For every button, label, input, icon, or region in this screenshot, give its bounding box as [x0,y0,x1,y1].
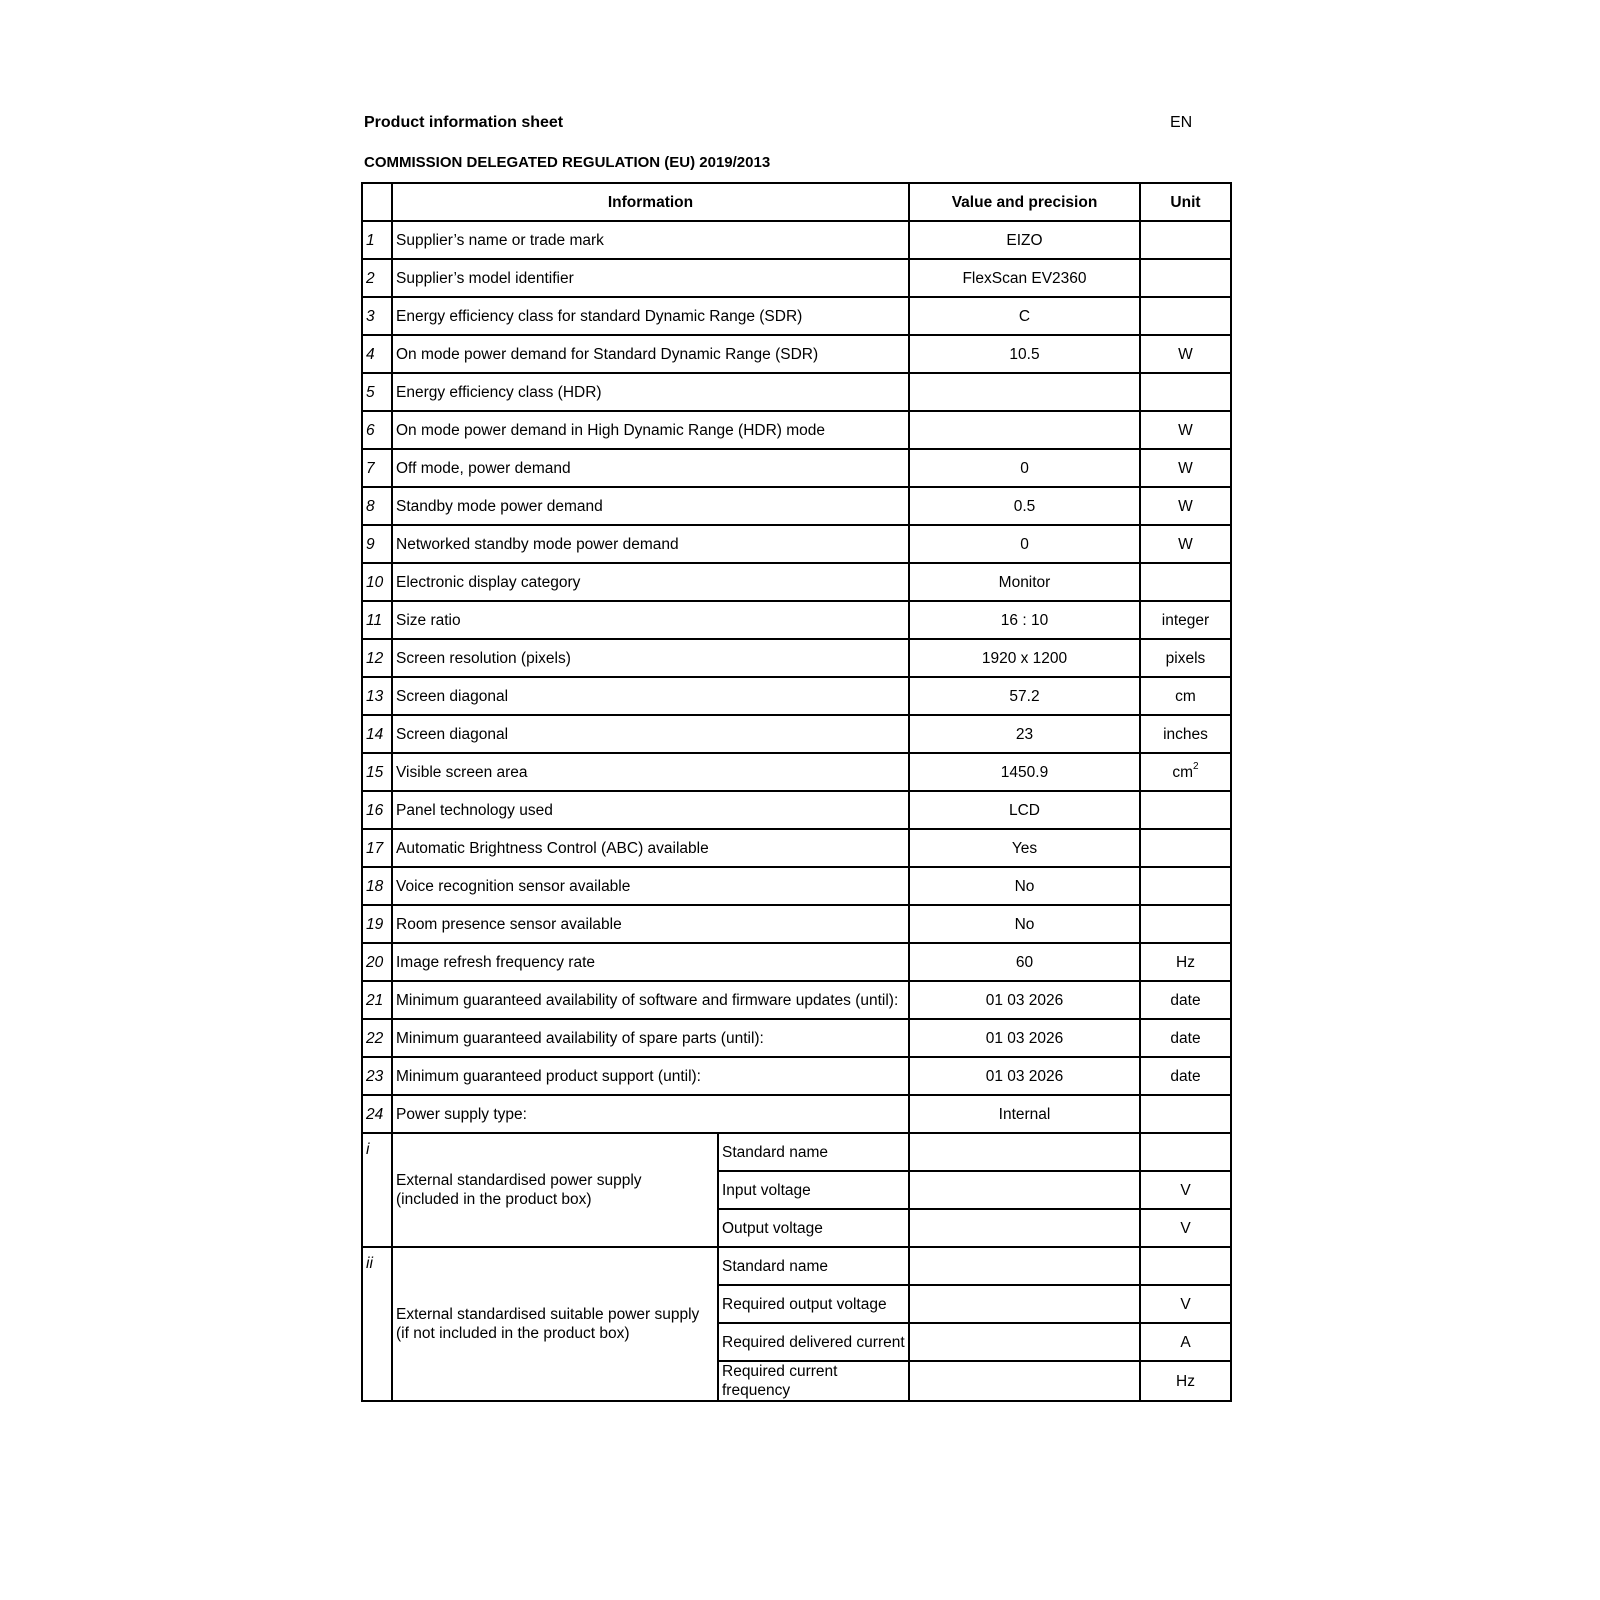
row-number: 24 [362,1095,392,1133]
row-value: Yes [909,829,1140,867]
row-unit [1140,221,1231,259]
row-number: 14 [362,715,392,753]
row-label: Minimum guaranteed product support (until): [392,1057,909,1095]
table-row [362,487,1231,525]
sub-value [909,1361,1140,1401]
row-number: 10 [362,563,392,601]
row-label: Electronic display category [392,563,909,601]
row-number: 19 [362,905,392,943]
row-label: On mode power demand for Standard Dynamic Range (SDR) [392,335,909,373]
group-i-row [362,1133,1231,1171]
row-unit: pixels [1140,639,1231,677]
row-unit [1140,373,1231,411]
row-unit: date [1140,1057,1231,1095]
sub-label: Standard name [718,1247,909,1285]
row-value: 16 : 10 [909,601,1140,639]
row-unit [1140,867,1231,905]
row-unit: inches [1140,715,1231,753]
sub-unit [1140,1133,1231,1171]
row-unit: W [1140,487,1231,525]
unit-superscript: 2 [1193,761,1199,773]
row-label: Energy efficiency class for standard Dynamic Range (SDR) [392,297,909,335]
row-unit [1140,829,1231,867]
row-value: 60 [909,943,1140,981]
row-number: 11 [362,601,392,639]
sub-unit: V [1140,1209,1231,1247]
sub-value [909,1209,1140,1247]
row-number: 18 [362,867,392,905]
sub-value [909,1285,1140,1323]
row-number: 17 [362,829,392,867]
row-label: On mode power demand in High Dynamic Range (HDR) mode [392,411,909,449]
product-info-table [361,182,1232,1402]
group-ii-number: ii [362,1247,392,1401]
sub-unit: Hz [1140,1361,1231,1401]
row-value: 23 [909,715,1140,753]
row-unit [1140,297,1231,335]
row-number: 20 [362,943,392,981]
row-number: 23 [362,1057,392,1095]
table-row [362,373,1231,411]
sub-value [909,1133,1140,1171]
row-number: 7 [362,449,392,487]
row-unit: date [1140,981,1231,1019]
row-unit [1140,1095,1231,1133]
table-row [362,715,1231,753]
table-row [362,297,1231,335]
row-label: Panel technology used [392,791,909,829]
row-label: Off mode, power demand [392,449,909,487]
row-unit: W [1140,335,1231,373]
table-row [362,677,1231,715]
row-label: Standby mode power demand [392,487,909,525]
header-unit: Unit [1140,183,1231,221]
group-ii-row [362,1247,1231,1285]
table-row [362,335,1231,373]
table-row [362,601,1231,639]
sub-unit: V [1140,1171,1231,1209]
row-number: 5 [362,373,392,411]
row-number: 6 [362,411,392,449]
row-value: EIZO [909,221,1140,259]
row-number: 4 [362,335,392,373]
row-value: LCD [909,791,1140,829]
row-number: 2 [362,259,392,297]
row-label: Room presence sensor available [392,905,909,943]
table-row [362,1057,1231,1095]
row-value: C [909,297,1140,335]
row-unit [1140,791,1231,829]
table-row [362,639,1231,677]
table-row [362,525,1231,563]
row-label: Minimum guaranteed availability of spare parts (until): [392,1019,909,1057]
row-unit: W [1140,525,1231,563]
row-number: 13 [362,677,392,715]
row-value: FlexScan EV2360 [909,259,1140,297]
sub-label: Required current frequency [718,1361,909,1401]
sub-unit: A [1140,1323,1231,1361]
row-number: 1 [362,221,392,259]
sub-label: Required delivered current [718,1323,909,1361]
row-number: 21 [362,981,392,1019]
row-value: 10.5 [909,335,1140,373]
row-unit [1140,563,1231,601]
row-label: Visible screen area [392,753,909,791]
row-unit: Hz [1140,943,1231,981]
header-information: Information [392,183,909,221]
table-row [362,829,1231,867]
sub-value [909,1171,1140,1209]
group-ii-label-line2: (if not included in the product box) [396,1325,630,1342]
sub-value [909,1247,1140,1285]
header-value: Value and precision [909,183,1140,221]
row-value: 0 [909,525,1140,563]
row-label: Energy efficiency class (HDR) [392,373,909,411]
table-row [362,981,1231,1019]
table-row [362,753,1231,791]
sub-label: Output voltage [718,1209,909,1247]
row-unit: date [1140,1019,1231,1057]
row-label: Networked standby mode power demand [392,525,909,563]
row-label: Screen diagonal [392,677,909,715]
table-row [362,411,1231,449]
sub-value [909,1323,1140,1361]
table-row [362,867,1231,905]
group-i-label [392,1133,718,1247]
row-value: 57.2 [909,677,1140,715]
row-value [909,411,1140,449]
row-number: 12 [362,639,392,677]
unit-text: cm [1172,763,1194,781]
row-unit [1140,905,1231,943]
row-value: No [909,905,1140,943]
header-num-cell [362,183,392,221]
row-label: Supplier’s name or trade mark [392,221,909,259]
row-value: 1450.9 [909,753,1140,791]
row-label: Supplier’s model identifier [392,259,909,297]
table-row [362,221,1231,259]
sub-label: Required output voltage [718,1285,909,1323]
row-value: 01 03 2026 [909,981,1140,1019]
row-unit [1140,753,1231,791]
group-i-number: i [362,1133,392,1247]
row-label: Automatic Brightness Control (ABC) available [392,829,909,867]
row-unit [1140,259,1231,297]
table-row [362,791,1231,829]
row-value: 01 03 2026 [909,1019,1140,1057]
row-number: 3 [362,297,392,335]
table-row [362,905,1231,943]
row-label: Image refresh frequency rate [392,943,909,981]
table-row [362,563,1231,601]
row-number: 9 [362,525,392,563]
sub-unit: V [1140,1285,1231,1323]
sub-label: Standard name [718,1133,909,1171]
group-ii-label [392,1247,718,1401]
row-number: 8 [362,487,392,525]
row-unit: W [1140,411,1231,449]
row-value: No [909,867,1140,905]
row-unit: W [1140,449,1231,487]
sub-unit [1140,1247,1231,1285]
row-value [909,373,1140,411]
table-row [362,1095,1231,1133]
row-value: Monitor [909,563,1140,601]
row-label: Power supply type: [392,1095,909,1133]
table-header-row [362,183,1231,221]
row-value: 0 [909,449,1140,487]
row-label: Minimum guaranteed availability of software and firmware updates (until): [392,981,909,1019]
table-row [362,449,1231,487]
table-row [362,259,1231,297]
row-number: 22 [362,1019,392,1057]
row-number: 16 [362,791,392,829]
group-i-label-line1: External standardised power supply [396,1172,642,1189]
table-row [362,1019,1231,1057]
group-ii-label-line1: External standardised suitable power supply [396,1306,700,1323]
group-i-label-line2: (included in the product box) [396,1191,592,1208]
row-label: Size ratio [392,601,909,639]
row-label: Voice recognition sensor available [392,867,909,905]
sub-label: Input voltage [718,1171,909,1209]
language-code: EN [1170,114,1193,131]
regulation-title: COMMISSION DELEGATED REGULATION (EU) 2019/2013 [364,154,771,171]
row-unit: cm [1140,677,1231,715]
row-label: Screen resolution (pixels) [392,639,909,677]
row-unit: integer [1140,601,1231,639]
row-value: 0.5 [909,487,1140,525]
row-label: Screen diagonal [392,715,909,753]
row-value: Internal [909,1095,1140,1133]
table-row [362,943,1231,981]
sheet-title: Product information sheet [364,114,564,131]
row-value: 01 03 2026 [909,1057,1140,1095]
row-number: 15 [362,753,392,791]
row-value: 1920 x 1200 [909,639,1140,677]
